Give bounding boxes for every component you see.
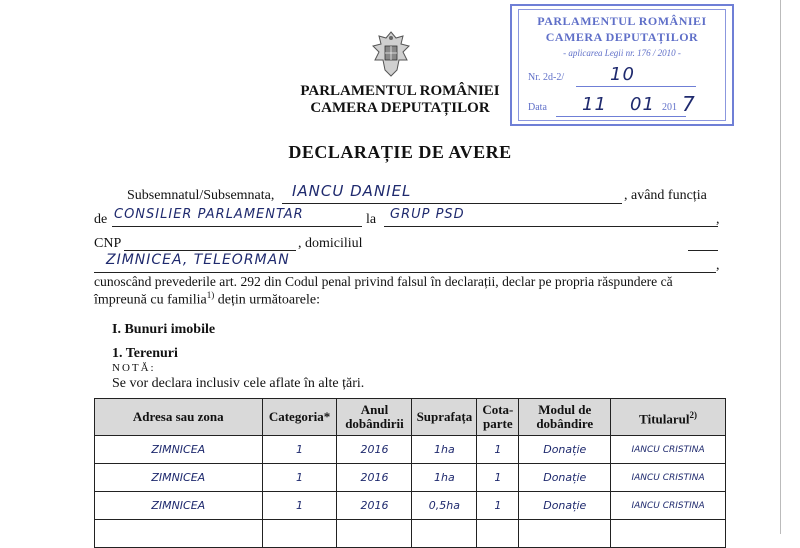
stamp-nr-value: 10	[610, 64, 635, 85]
header-anul: Anul dobândirii	[337, 399, 412, 436]
domiciliul-line-end	[688, 250, 718, 251]
cell-titular: IANCU CRISTINA	[611, 464, 726, 492]
stamp-data-year-hw: 7	[682, 92, 696, 116]
section-title: I. Bunuri imobile	[112, 322, 216, 337]
cell-categoria: 1	[262, 464, 337, 492]
cell-anul: 2016	[337, 464, 412, 492]
stamp-data-day: 11	[582, 94, 607, 115]
cell-anul: 2016	[337, 436, 412, 464]
table-row	[95, 492, 726, 520]
la-comma: ,	[716, 212, 720, 227]
cell-suprafata: 1ha	[412, 436, 477, 464]
header-categoria: Categoria*	[262, 399, 337, 436]
page-edge-line	[780, 0, 781, 534]
cell-adresa: ZIMNICEA	[95, 492, 263, 520]
stamp-line2: CAMERA DEPUTAȚILOR	[545, 30, 699, 44]
la-field-line	[384, 226, 718, 227]
cnp-field-line	[124, 250, 296, 251]
stamp-data-year-print: 201	[662, 102, 677, 113]
cell-adresa: ZIMNICEA	[95, 436, 263, 464]
table-header-row	[95, 399, 726, 436]
stamp-data-month: 01	[630, 94, 655, 115]
domiciliul-label: , domiciliul	[298, 236, 363, 251]
terenuri-table	[94, 398, 726, 548]
subsemnatul-label: Subsemnatul/Subsemnata,	[127, 188, 275, 203]
cell-modul: Donație	[519, 464, 611, 492]
nota-text: Se vor declara inclusiv cele aflate în alte țări.	[112, 376, 365, 391]
name-field-value: IANCU DANIEL	[292, 182, 412, 200]
cell-adresa: ZIMNICEA	[95, 464, 263, 492]
header-cota-parte: Cota- parte	[477, 399, 519, 436]
stamp-line1: PARLAMENTUL ROMÂNIEI	[537, 14, 707, 28]
declaration-footnote-mark: 1)	[206, 290, 215, 300]
header-adresa: Adresa sau zona	[95, 399, 263, 436]
stamp-data-label: Data	[528, 102, 547, 113]
header-titularul: Titularul$^{2)}$	[611, 399, 726, 436]
cell-suprafata: 0,5ha	[412, 492, 477, 520]
stamp-nr-label: Nr. 2d-2/	[528, 72, 565, 83]
header-org-line1: PARLAMENTUL ROMÂNIEI	[300, 83, 500, 99]
la-field-value: GRUP PSD	[390, 207, 465, 222]
functia-label: , având funcția	[624, 188, 707, 203]
cell-cota: 1	[477, 436, 519, 464]
nota-label: NOTĂ:	[112, 362, 156, 374]
domiciliul-field-value: ZIMNICEA, TELEORMAN	[106, 252, 290, 268]
declaration-line2-a: împreună cu familia	[94, 292, 207, 308]
document-title: DECLARAȚIE DE AVERE	[288, 142, 512, 162]
cell-cota: 1	[477, 492, 519, 520]
declaration-line1: cunoscând prevederile art. 292 din Codul penal privind falsul în declarații, declar pe propria răspundere că	[94, 274, 673, 289]
header-suprafata: Suprafața	[412, 399, 477, 436]
header-modul: Modul de dobândire	[519, 399, 611, 436]
table-row	[95, 464, 726, 492]
coat-of-arms-icon	[370, 30, 412, 78]
cell-modul: Donație	[519, 436, 611, 464]
name-field-line	[282, 203, 622, 204]
functia-field-value: CONSILIER PARLAMENTAR	[114, 207, 304, 222]
de-label: de	[94, 212, 108, 227]
la-label: la	[366, 212, 377, 227]
cell-cota: 1	[477, 464, 519, 492]
stamp-data-line	[556, 116, 686, 117]
cell-categoria: 1	[262, 492, 337, 520]
cell-titular: IANCU CRISTINA	[611, 436, 726, 464]
declaration-line2-b: dețin următoarele:	[214, 292, 320, 308]
cell-categoria: 1	[262, 436, 337, 464]
stamp-note: - aplicarea Legii nr. 176 / 2010 -	[563, 48, 681, 58]
titular-footnote-mark: 2)	[689, 409, 698, 420]
cell-titular: IANCU CRISTINA	[611, 492, 726, 520]
stamp-nr-line	[576, 86, 696, 87]
cell-suprafata: 1ha	[412, 464, 477, 492]
declaration-line2	[94, 290, 320, 309]
domiciliul-field-line	[94, 272, 716, 273]
section-subtitle: 1. Terenuri	[112, 346, 178, 361]
cell-anul: 2016	[337, 492, 412, 520]
header-org-line2: CAMERA DEPUTAȚILOR	[310, 100, 490, 116]
cnp-label: CNP	[94, 236, 122, 251]
registration-stamp	[510, 4, 734, 126]
functia-field-line	[112, 226, 362, 227]
table-row	[95, 436, 726, 464]
domiciliul-comma: ,	[716, 258, 720, 273]
cell-modul: Donație	[519, 492, 611, 520]
